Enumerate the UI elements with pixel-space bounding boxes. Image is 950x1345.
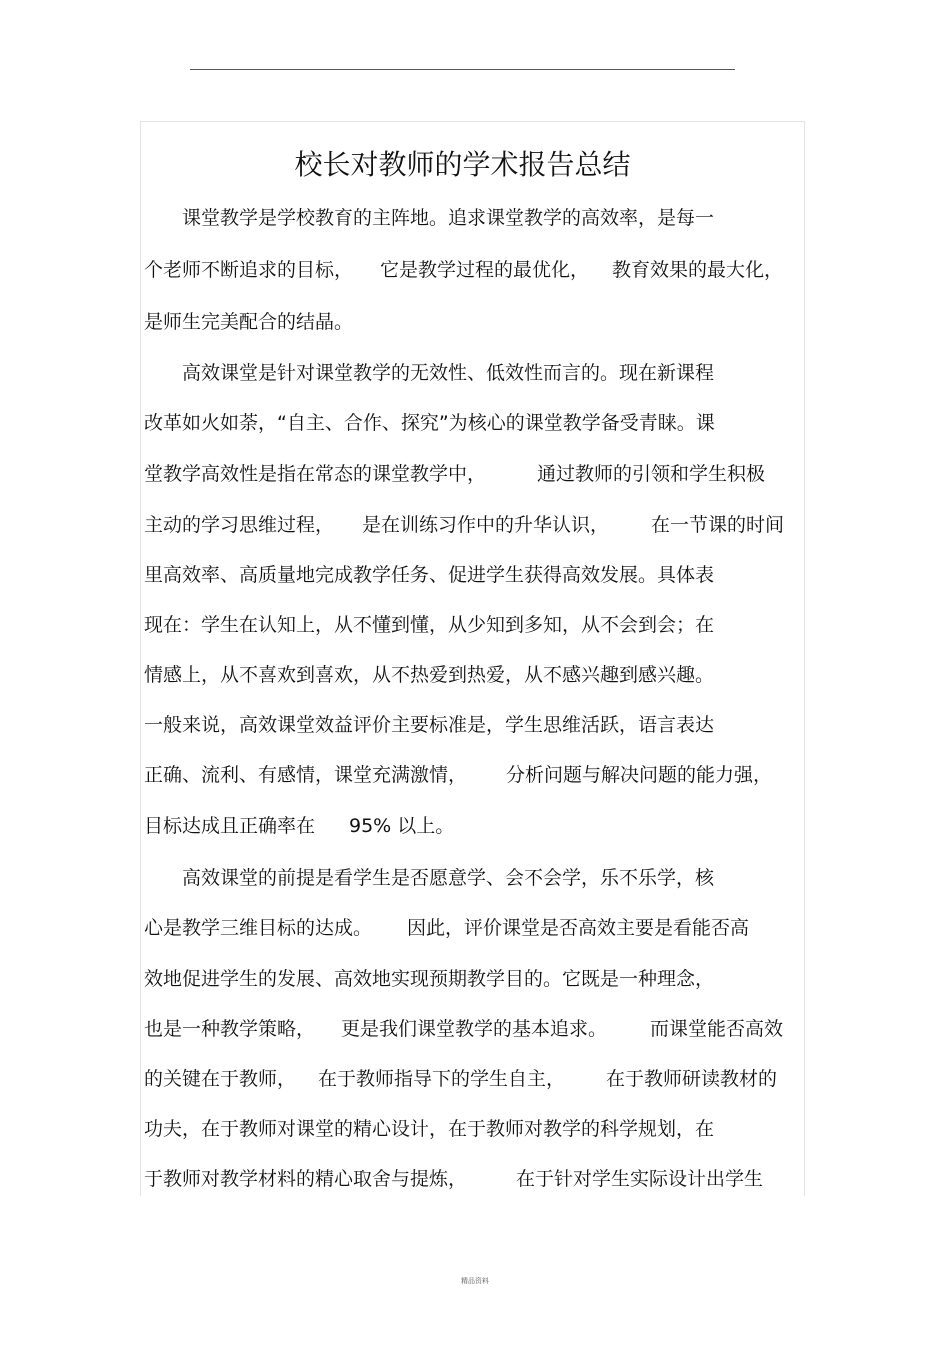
text-segment: 它是教学过程的最优化，: [380, 259, 590, 281]
text-segment: 情感上，从不喜欢到喜欢，从不热爱到热爱，从不感兴趣到感兴趣。: [144, 664, 715, 686]
text-line: [144, 410, 794, 436]
text-segment: 通过教师的引领和学生积极: [537, 463, 766, 485]
text-line: [144, 1066, 794, 1092]
text-line: [144, 966, 794, 992]
text-segment: 目标达成且正确率在: [144, 815, 316, 837]
text-segment: 在一节课的时间: [651, 514, 785, 536]
text-segment: 正确、流利、有感情，课堂充满激情，: [144, 764, 468, 786]
text-line: [144, 1166, 794, 1192]
text-segment: 教育效果的最大化，: [612, 259, 784, 281]
text-line: [144, 512, 794, 538]
text-segment: 是在训练习作中的升华认识，: [362, 514, 610, 536]
text-line: [144, 461, 794, 487]
text-segment: 的关键在于教师，: [144, 1068, 297, 1090]
text-segment: 因此，评价课堂是否高效主要是看能否高: [407, 917, 750, 939]
text-line: [182, 865, 792, 891]
text-segment: 里高效率、高质量地完成教学任务、促进学生获得高效发展。具体表: [144, 564, 715, 586]
text-segment: 在于教师研读教材的: [606, 1068, 778, 1090]
text-segment: 现在：学生在认知上，从不懂到懂，从少知到多知，从不会到会；在: [144, 614, 715, 636]
text-line: [144, 712, 794, 738]
text-line: [144, 662, 794, 688]
text-segment: 功夫，在于教师对课堂的精心设计，在于教师对教学的科学规划，在: [144, 1118, 715, 1140]
text-segment: 主动的学习思维过程，: [144, 514, 335, 536]
text-segment: 效地促进学生的发展、高效地实现预期教学目的。它既是一种理念，: [144, 968, 715, 990]
text-segment: 在于教师指导下的学生自主，: [318, 1068, 566, 1090]
text-segment: 改革如火如荼，“自主、合作、探究”为核心的课堂教学备受青睐。课: [144, 412, 715, 434]
text-segment: 分析问题与解决问题的能力强，: [506, 764, 773, 786]
text-line: [144, 612, 794, 638]
footer-label: 精品资料: [461, 1277, 489, 1285]
text-segment: 更是我们课堂教学的基本追求。: [341, 1018, 608, 1040]
text-segment: 95% 以上。: [349, 815, 455, 837]
text-line: [144, 257, 794, 283]
text-segment: 个老师不断追求的目标，: [144, 259, 354, 281]
text-line: [182, 360, 792, 386]
text-segment: 堂教学高效性是指在常态的课堂教学中，: [144, 463, 487, 485]
text-segment: 在于针对学生实际设计出学生: [516, 1168, 764, 1190]
text-line: [144, 1016, 794, 1042]
text-line: [144, 309, 794, 335]
text-line: [182, 205, 792, 231]
document-title: 校长对教师的学术报告总结: [294, 148, 631, 181]
text-segment: 高效课堂的前提是看学生是否愿意学、会不会学，乐不乐学，核: [182, 867, 715, 889]
text-line: [144, 915, 794, 941]
text-segment: 而课堂能否高效: [650, 1018, 784, 1040]
text-segment: 也是一种教学策略，: [144, 1018, 316, 1040]
text-segment: 一般来说，高效课堂效益评价主要标准是，学生思维活跃，语言表达: [144, 714, 715, 736]
text-segment: 高效课堂是针对课堂教学的无效性、低效性而言的。现在新课程: [182, 362, 715, 384]
text-segment: 心是教学三维目标的达成。: [144, 917, 373, 939]
text-line: [144, 762, 794, 788]
text-segment: 于教师对教学材料的精心取舍与提炼，: [144, 1168, 468, 1190]
text-line: [144, 562, 794, 588]
text-segment: 是师生完美配合的结晶。: [144, 311, 354, 333]
text-segment: 课堂教学是学校教育的主阵地。追求课堂教学的高效率，是每一: [182, 207, 715, 229]
text-line: [144, 813, 794, 839]
header-rule: [190, 69, 735, 70]
text-line: [144, 1116, 794, 1142]
